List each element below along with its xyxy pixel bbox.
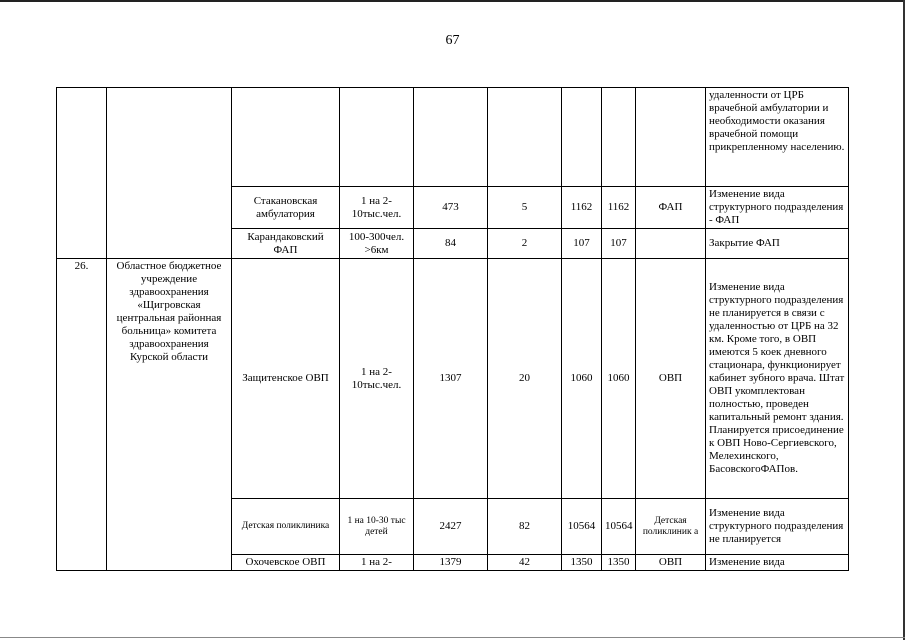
note-cell: Изменение вида структурного подразделения - ФАП bbox=[706, 187, 849, 229]
page-bottom-edge bbox=[0, 637, 905, 638]
facility-cell: Защитенское ОВП bbox=[232, 259, 340, 499]
population-cell: 2427 bbox=[414, 499, 488, 555]
norm-cell: 100-300чел. >6км bbox=[340, 229, 414, 259]
population-cell: 473 bbox=[414, 187, 488, 229]
note-cell: Изменение вида структурного подразделения не планируется bbox=[706, 499, 849, 555]
facility-cell: Карандаковский ФАП bbox=[232, 229, 340, 259]
distance-cell bbox=[488, 88, 562, 187]
norm-cell: 1 на 2- bbox=[340, 555, 414, 571]
table-row bbox=[57, 259, 849, 499]
type-cell bbox=[636, 88, 706, 187]
area-cell: 10564 bbox=[562, 499, 602, 555]
population-cell: 1379 bbox=[414, 555, 488, 571]
facilities-table bbox=[56, 87, 849, 571]
note-cell: Изменение вида bbox=[706, 555, 849, 571]
page-number: 67 bbox=[445, 33, 460, 48]
area-cell bbox=[562, 88, 602, 187]
distance-cell: 2 bbox=[488, 229, 562, 259]
area-cell: 1060 bbox=[602, 259, 636, 499]
area-cell: 1350 bbox=[562, 555, 602, 571]
area-cell: 10564 bbox=[602, 499, 636, 555]
facility-cell bbox=[232, 88, 340, 187]
facility-cell: Охочевское ОВП bbox=[232, 555, 340, 571]
type-cell: ОВП bbox=[636, 259, 706, 499]
norm-cell: 1 на 2-10тыс.чел. bbox=[340, 187, 414, 229]
type-cell: ФАП bbox=[636, 187, 706, 229]
note-cell: Изменение вида структурного подразделения не планируется в связи с удаленностью от ЦРБ на 32 км. Кроме того, в ОВП имеются 5 коек дневного стационара, функционирует кабинет зубного врача. Штат ОВП укомплектован полностью, проведен капитальный ремонт здания. Планируется присоединение к ОВП Ново-Сергиевского, Мелехинского, БасовскогоФАПов. bbox=[706, 259, 849, 499]
area-cell: 1162 bbox=[602, 187, 636, 229]
population-cell: 84 bbox=[414, 229, 488, 259]
population-cell bbox=[414, 88, 488, 187]
area-cell: 107 bbox=[602, 229, 636, 259]
norm-cell: 1 на 10-30 тыс детей bbox=[340, 499, 414, 555]
norm-cell bbox=[340, 88, 414, 187]
distance-cell: 82 bbox=[488, 499, 562, 555]
type-cell: Детская поликлиник а bbox=[636, 499, 706, 555]
page-top-edge bbox=[0, 0, 905, 2]
type-cell: ОВП bbox=[636, 555, 706, 571]
facility-cell: Стакановская амбулатория bbox=[232, 187, 340, 229]
organization-cell: Областное бюджетное учреждение здравоохранения «Щигровская центральная районная больница» комитета здравоохранения Курской области bbox=[107, 259, 232, 571]
distance-cell: 20 bbox=[488, 259, 562, 499]
distance-cell: 5 bbox=[488, 187, 562, 229]
norm-cell: 1 на 2-10тыс.чел. bbox=[340, 259, 414, 499]
area-cell: 1350 bbox=[602, 555, 636, 571]
organization-cell bbox=[107, 88, 232, 259]
note-cell: удаленности от ЦРБ врачебной амбулатории и необходимости оказания врачебной помощи прикрепленному населению. bbox=[706, 88, 849, 187]
area-cell: 1060 bbox=[562, 259, 602, 499]
area-cell bbox=[602, 88, 636, 187]
type-cell bbox=[636, 229, 706, 259]
row-number-cell: 26. bbox=[57, 259, 107, 571]
area-cell: 1162 bbox=[562, 187, 602, 229]
note-cell: Закрытие ФАП bbox=[706, 229, 849, 259]
facility-cell: Детская поликлиника bbox=[232, 499, 340, 555]
population-cell: 1307 bbox=[414, 259, 488, 499]
table-row bbox=[57, 88, 849, 187]
area-cell: 107 bbox=[562, 229, 602, 259]
distance-cell: 42 bbox=[488, 555, 562, 571]
row-number-cell bbox=[57, 88, 107, 259]
